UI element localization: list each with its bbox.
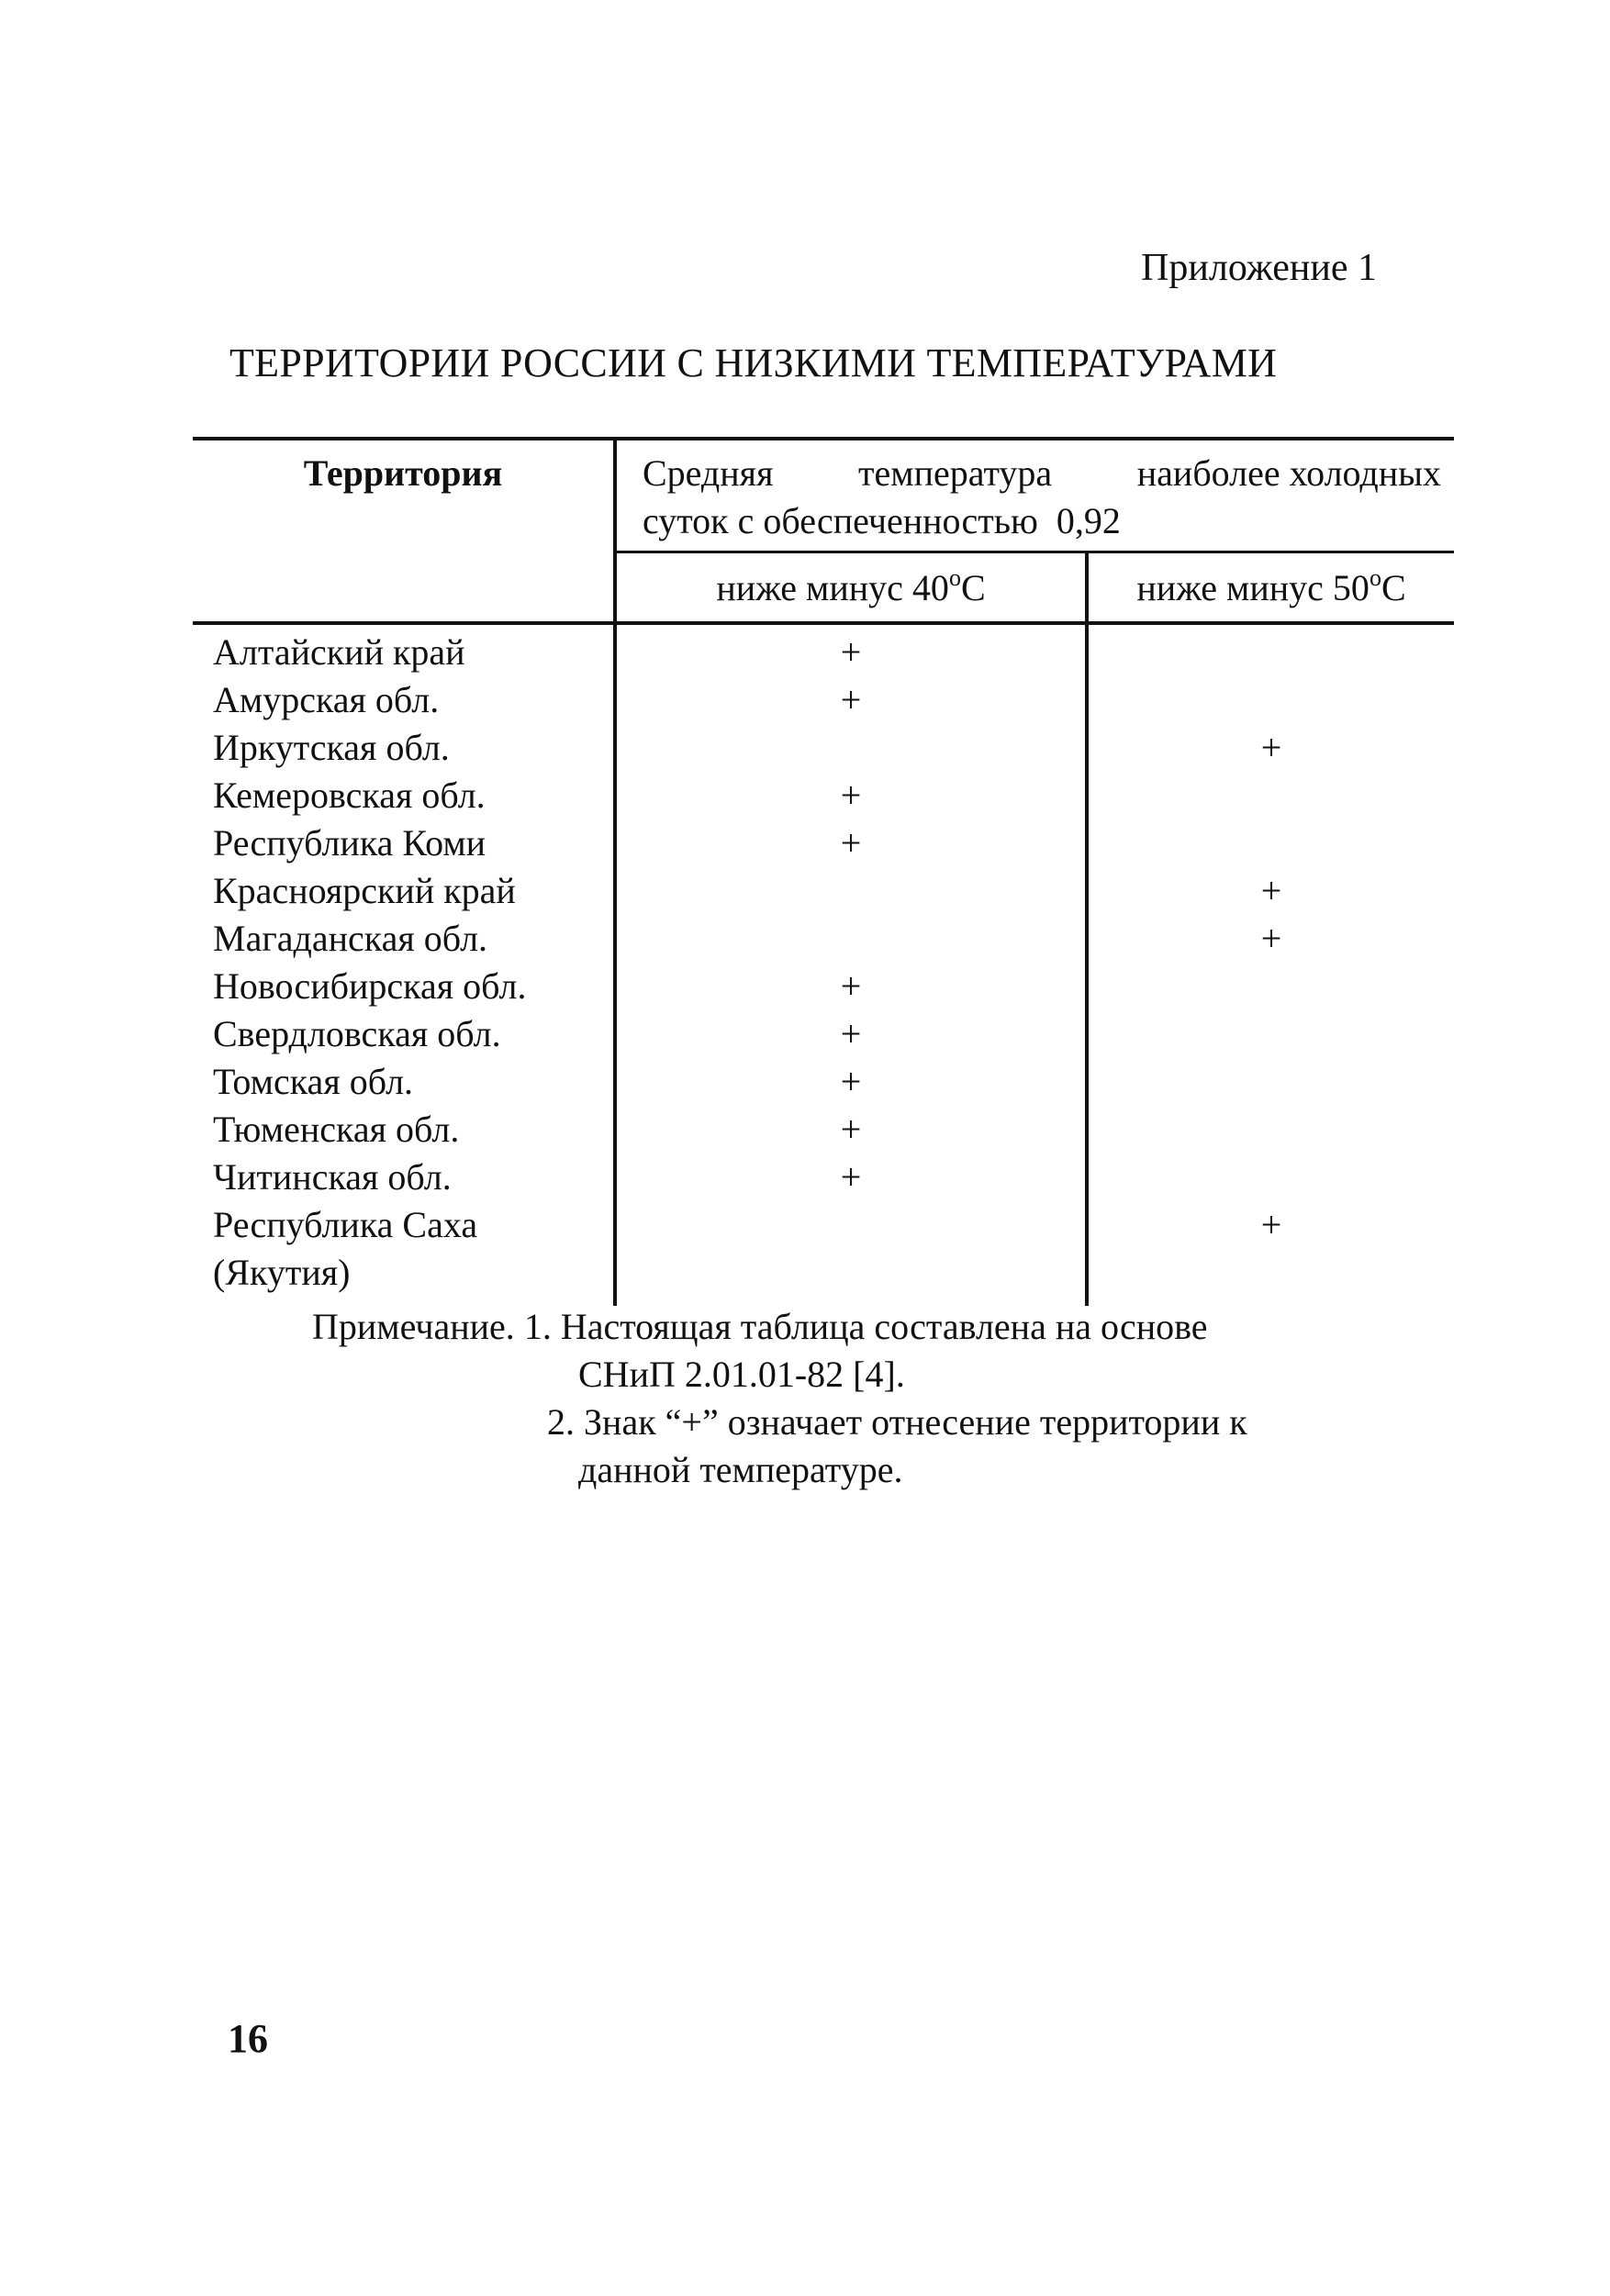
territory-cell: Новосибирская обл. — [213, 965, 527, 1007]
territory-cell: Республика Коми — [213, 822, 486, 864]
territory-cell: Алтайский край — [213, 631, 465, 673]
mark-minus-40: + — [615, 1106, 1087, 1154]
mark-minus-40 — [615, 724, 1087, 772]
table-row — [193, 1154, 1454, 1201]
note-1-line2: СНиП 2.01.01-82 [4]. — [578, 1354, 905, 1395]
appendix-label: Приложение 1 — [1141, 247, 1377, 289]
mark-minus-50: + — [1087, 1201, 1454, 1306]
territory-cell: Иркутская обл. — [213, 727, 450, 768]
territory-line1: Республика Саха — [213, 1204, 478, 1245]
territory-cell: Красноярский край — [213, 870, 516, 911]
table-row — [193, 772, 1454, 819]
header-main-line1 — [643, 450, 1454, 497]
territories-table — [193, 437, 1454, 1306]
mark-minus-50: + — [1087, 915, 1454, 963]
note-1-line1: 1. Настоящая таблица составлена на основе — [523, 1306, 1208, 1347]
territory-cell: Амурская обл. — [213, 679, 440, 720]
mark-minus-40: + — [615, 623, 1087, 676]
mark-minus-50 — [1087, 1106, 1454, 1154]
mark-minus-50 — [1087, 1010, 1454, 1058]
page-number: 16 — [228, 2016, 268, 2061]
header-main-line2: суток с обеспеченностью 0,92 — [643, 500, 1121, 541]
header-main-word3: наиболее холодных — [1136, 452, 1442, 494]
degree-sign: o — [1369, 564, 1381, 591]
mark-minus-40 — [615, 1201, 1087, 1306]
mark-minus-50 — [1087, 819, 1454, 867]
mark-minus-50 — [1087, 772, 1454, 819]
mark-minus-50: + — [1087, 867, 1454, 915]
header-average-temperature — [615, 439, 1454, 552]
territory-cell: Тюменская обл. — [213, 1109, 460, 1150]
mark-minus-50 — [1087, 963, 1454, 1010]
territory-cell: Читинская обл. — [213, 1156, 452, 1198]
mark-minus-40: + — [615, 1010, 1087, 1058]
note-2-line1: 2. Знак “+” означает отнесение территории к — [547, 1401, 1247, 1443]
mark-minus-40: + — [615, 676, 1087, 724]
degree-sign: o — [948, 564, 961, 591]
mark-minus-40: + — [615, 963, 1087, 1010]
table-row — [193, 915, 1454, 963]
table-row — [193, 724, 1454, 772]
table-row — [193, 1106, 1454, 1154]
mark-minus-40: + — [615, 772, 1087, 819]
territory-cell — [193, 1201, 615, 1306]
mark-minus-50 — [1087, 623, 1454, 676]
header-below-minus-50: ниже минус 50$^o$С — [1087, 552, 1454, 624]
table-row — [193, 963, 1454, 1010]
page-title: ТЕРРИТОРИИ РОССИИ С НИЗКИМИ ТЕМПЕРАТУРАМИ — [229, 340, 1278, 385]
table-row — [193, 1058, 1454, 1106]
table-row — [193, 1010, 1454, 1058]
mark-minus-40: + — [615, 819, 1087, 867]
table-row — [193, 819, 1454, 867]
note-1 — [312, 1303, 1247, 1351]
mark-minus-40: + — [615, 1154, 1087, 1201]
territory-cell: Кемеровская обл. — [213, 775, 486, 816]
header-main-word1: Средняя — [643, 452, 774, 494]
header-below-minus-40: ниже минус 40$^o$С — [615, 552, 1087, 624]
unit-celsius: С — [960, 567, 986, 608]
territories-table-container — [193, 437, 1454, 1306]
table-row — [193, 867, 1454, 915]
territory-cell: Магаданская обл. — [213, 918, 488, 959]
mark-minus-50 — [1087, 1154, 1454, 1201]
table-header-row — [193, 439, 1454, 552]
territory-line2: (Якутия) — [213, 1252, 351, 1293]
territory-cell: Свердловская обл. — [213, 1013, 501, 1054]
table-row — [193, 623, 1454, 676]
mark-minus-50 — [1087, 676, 1454, 724]
mark-minus-40: + — [615, 1058, 1087, 1106]
unit-celsius: С — [1381, 567, 1406, 608]
table-row — [193, 1201, 1454, 1306]
mark-minus-40 — [615, 915, 1087, 963]
mark-minus-40 — [615, 867, 1087, 915]
mark-minus-50: + — [1087, 724, 1454, 772]
territory-cell: Томская обл. — [213, 1061, 414, 1102]
notes-block — [312, 1303, 1247, 1494]
table-row — [193, 676, 1454, 724]
mark-minus-50 — [1087, 1058, 1454, 1106]
header-main-word2: температура — [858, 452, 1053, 494]
note-2-line2: данной температуре. — [578, 1449, 903, 1490]
notes-label: Примечание. — [312, 1306, 515, 1347]
header-territory: Территория — [193, 439, 615, 623]
